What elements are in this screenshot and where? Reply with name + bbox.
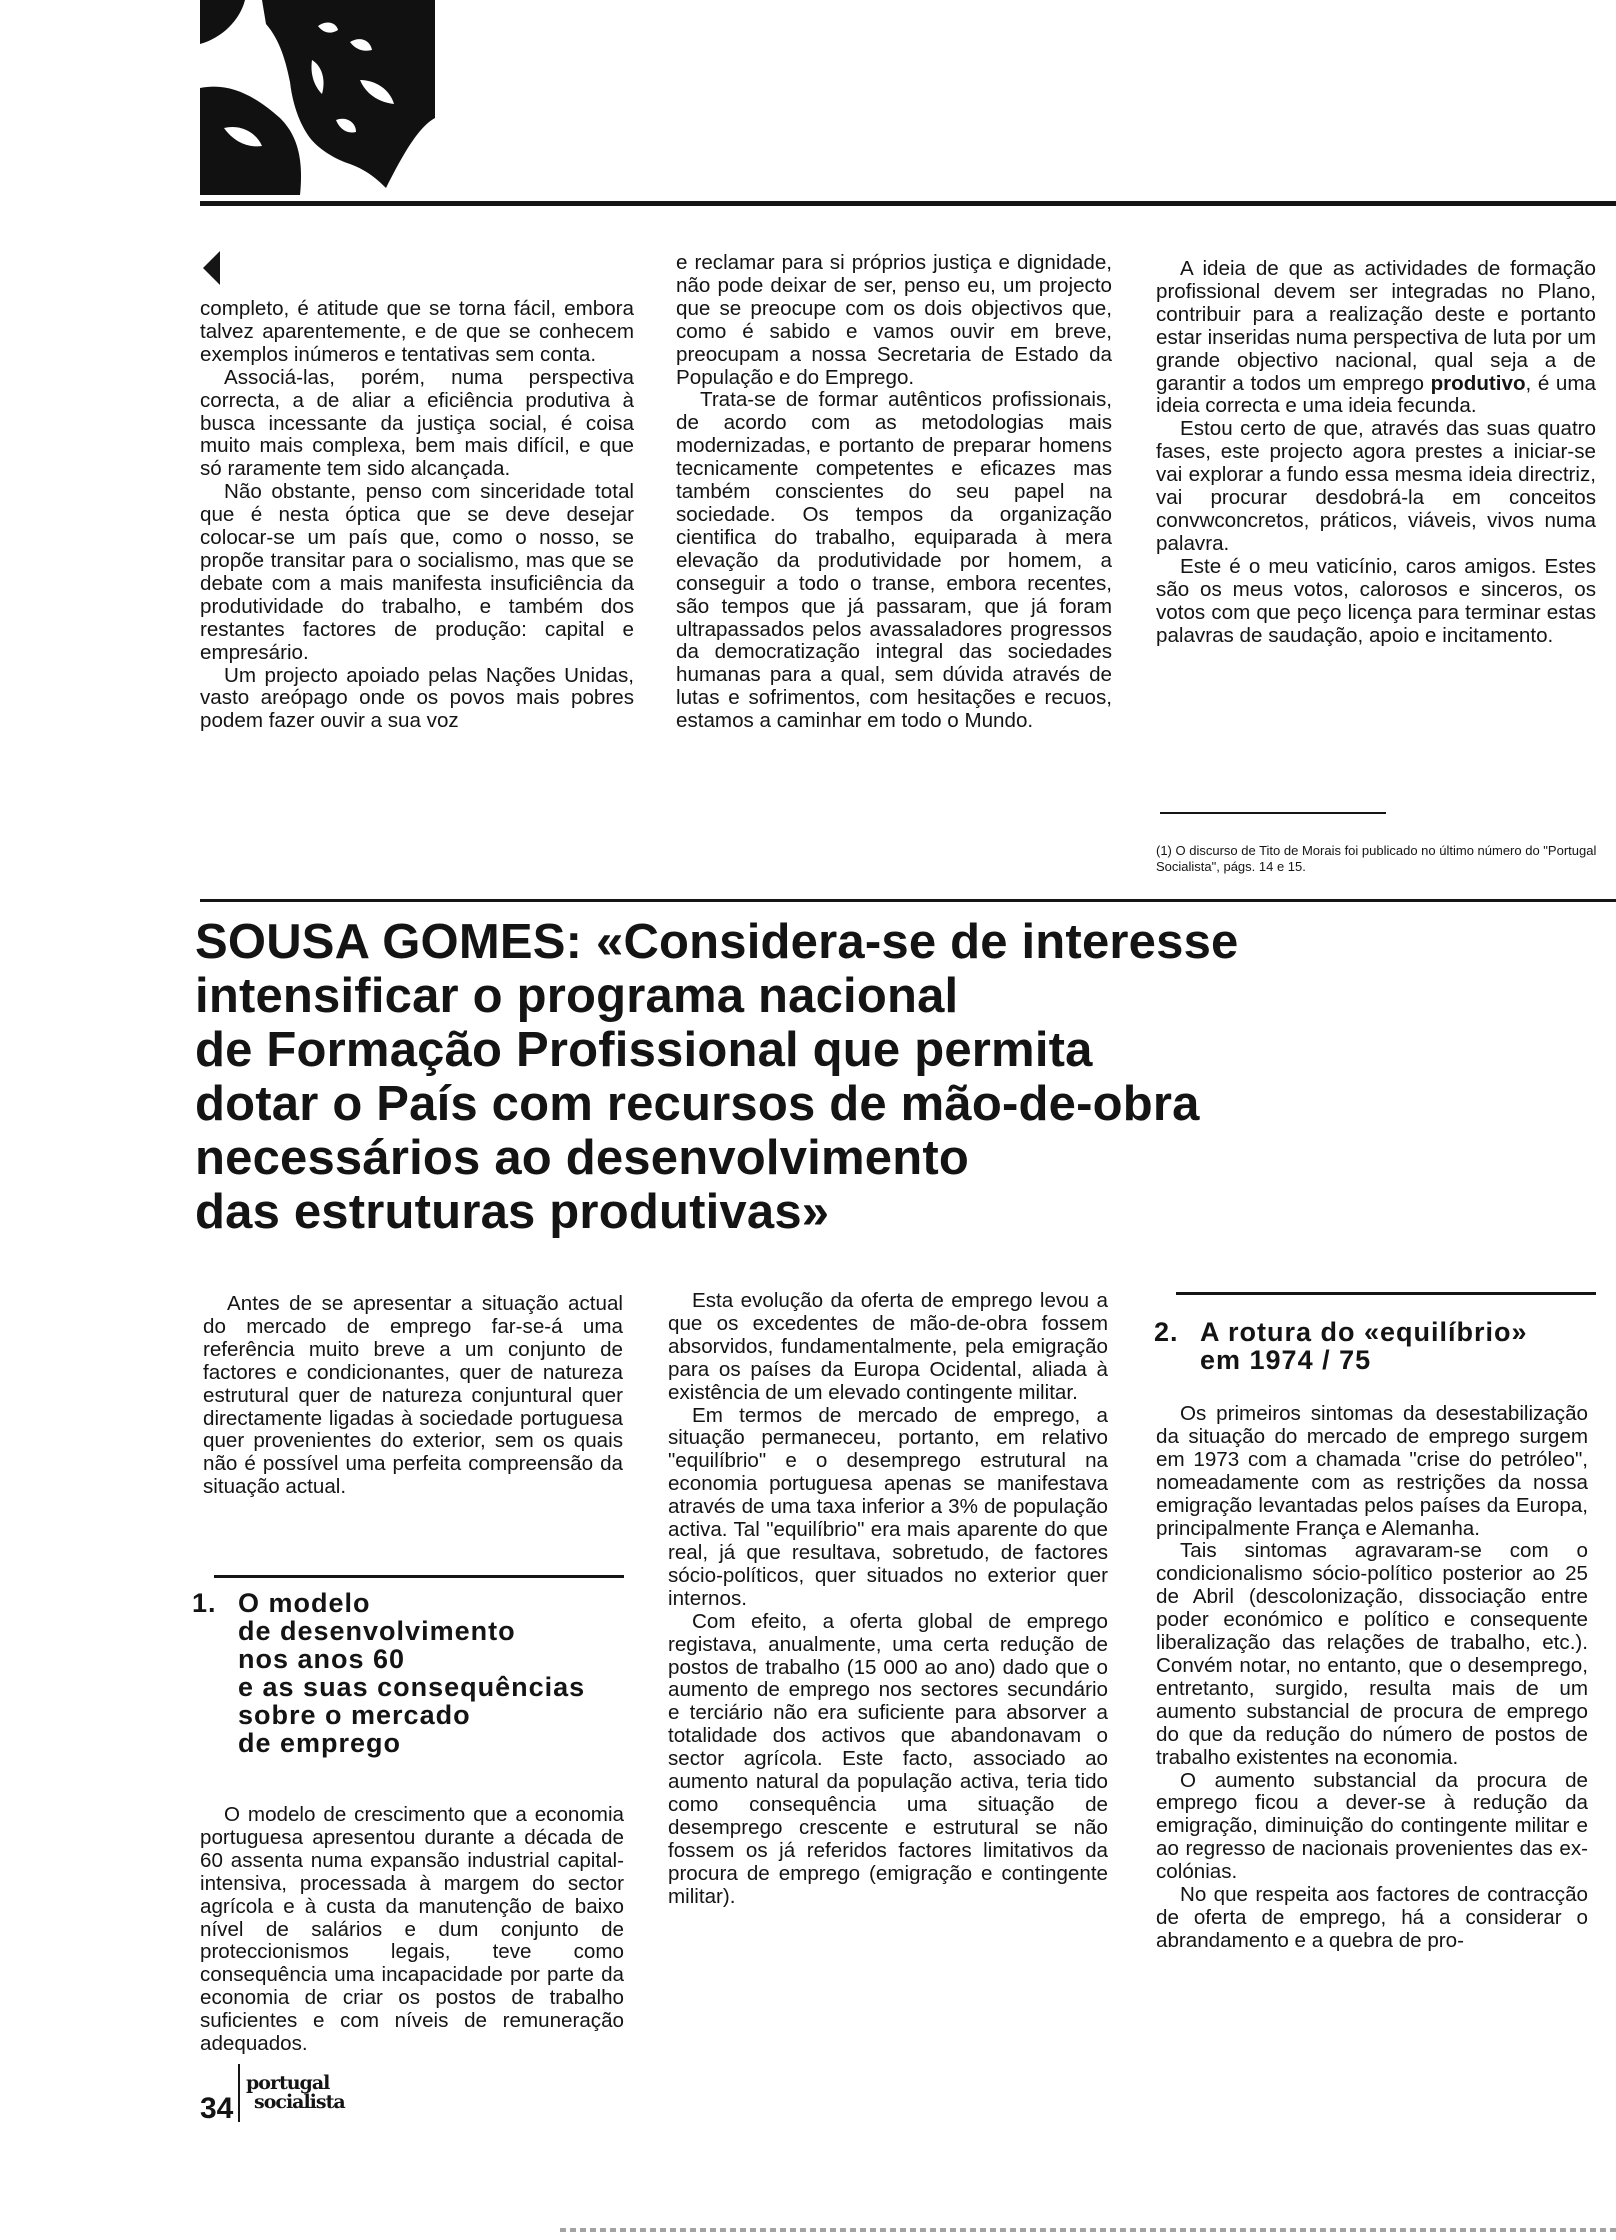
- headline-line: necessários ao desenvolvimento: [195, 1131, 969, 1185]
- section-number: 1.: [192, 1588, 217, 1618]
- section-1-rule: [214, 1575, 624, 1578]
- section-1-heading: [192, 1589, 632, 1759]
- paragraph: Não obstante, penso com sinceridade total que é nesta óptica que se deve desejar colocar-se um país que, como o nosso, se propõe transitar para o socialismo, mas que se debate com a mais manifesta insuficiência da produtividade do trabalho, e também dos restantes factores de produção: capital e empresário.: [200, 480, 634, 664]
- paragraph: e reclamar para si próprios justiça e dignidade, não pode deixar de ser, penso eu, um projecto que se preocupe com os dois objectivos que, como é sabido e vamos ouvir em breve, preocupam a nossa Secretaria de Estado da População e do Emprego.: [676, 251, 1112, 389]
- heading-line: A rotura do «equilíbrio»: [1200, 1317, 1528, 1347]
- paragraph: [1156, 258, 1596, 418]
- heading-line: sobre o mercado: [238, 1700, 471, 1730]
- paragraph: Em termos de mercado de emprego, a situação permaneceu, portanto, em relativo "equilíbrio" e o desemprego estrutural na economia portuguesa apenas se manifestava através de uma taxa inferior a 3% de população activa. Tal "equilíbrio" era mais aparente do que real, já que resultava, sobretudo, de factores sócio-políticos, quer situados no exterior quer internos.: [668, 1403, 1108, 1610]
- headline-line: de Formação Profissional que permita: [195, 1023, 1093, 1077]
- paragraph: Associá-las, porém, numa perspectiva correcta, a de aliar a eficiência produtiva à busca incessante da justiça social, é coisa muito mais complexa, bem mais difícil, e que só raramente tem sido alcançada.: [200, 365, 634, 481]
- logo-line: portugal: [246, 2072, 330, 2094]
- headline-line: dotar o País com recursos de mão-de-obra: [195, 1077, 1200, 1131]
- article-column-2: [668, 1290, 1108, 1908]
- paragraph: Tais sintomas agravaram-se com o condicionalismo sócio-político posterior ao 25 de Abril (descolonização, dissociação entre poder económico e político e consequente liberalização das relações de trabalho, etc.). Convém notar, no entanto, que o desemprego, entretanto, surgido, resulta mais de um aumento substancial de procura de emprego do que da redução do número de postos de trabalho existentes na economia.: [1156, 1539, 1588, 1769]
- top-column-1: [200, 298, 634, 733]
- paragraph: Estou certo de que, através das suas quatro fases, este projecto agora prestes a iniciar-se vai explorar a fundo essa mesma ideia directriz, vai procurar desdobrá-la em conceitos convwconcretos, práticos, viáveis, vivos numa palavra.: [1156, 417, 1596, 555]
- logo-line: socialista: [254, 2091, 345, 2113]
- headline: [195, 915, 1238, 1239]
- paragraph: completo, é atitude que se torna fácil, embora talvez aparentemente, e de que se conhecem exemplos inúmeros e tentativas sem conta.: [200, 297, 634, 366]
- paragraph: Esta evolução da oferta de emprego levou a que os excedentes de mão-de-obra fossem absorvidos, fundamentalmente, pela emigração para os países da Europa Ocidental, aliada à existência de um elevado contingente militar.: [668, 1289, 1108, 1404]
- photo-fragment: [200, 0, 435, 195]
- article-column-1-body: [200, 1804, 624, 2056]
- top-column-2: [676, 252, 1112, 733]
- paragraph: Os primeiros sintomas da desestabilização da situação do mercado de emprego surgem em 1973 com a chamada "crise do petróleo", nomeadamente com as restrições da nossa emigração levantadas pelos países da Europa, principalmente França e Alemanha.: [1156, 1402, 1588, 1540]
- paragraph: No que respeita aos factores de contracção de oferta de emprego, há a considerar o abrandamento e a quebra de pro-: [1156, 1883, 1588, 1952]
- top-rule: [200, 201, 1616, 206]
- article-column-3: [1156, 1403, 1588, 1953]
- section-number: 2.: [1154, 1317, 1179, 1347]
- article-intro: [203, 1293, 623, 1499]
- paragraph: O modelo de crescimento que a economia portuguesa apresentou durante a década de 60 assenta numa expansão industrial capital-intensiva, processada à margem do sector agrícola e à custa da manutenção de baixo nível de salários e dum conjunto de proteccionismos legais, teve como consequência uma incapacidade por parte da economia de criar os postos de trabalho suficientes e com níveis de remuneração adequados.: [200, 1803, 624, 2056]
- paragraph: Um projecto apoiado pelas Nações Unidas, vasto areópago onde os povos mais pobres podem fazer ouvir a sua voz: [200, 663, 634, 733]
- bold-word: produtivo: [1430, 371, 1526, 395]
- page-number: 34: [200, 2092, 234, 2125]
- heading-line: O modelo: [238, 1588, 371, 1618]
- footnote-rule: [1160, 812, 1386, 814]
- heading-line: e as suas consequências: [238, 1672, 586, 1702]
- heading-line: em 1974 / 75: [1200, 1345, 1372, 1375]
- text-run: , é uma ideia correcta e uma ideia fecunda.: [1156, 371, 1596, 418]
- paragraph: Este é o meu vaticínio, caros amigos. Estes são os meus votos, calorosos e sinceros, os votos com que peço licença para terminar estas palavras de saudação, apoio e incitamento.: [1156, 554, 1596, 647]
- paragraph: O aumento substancial da procura de emprego ficou a dever-se à redução da emigração, diminuição do contingente militar e ao regresso de nacionais provenientes das ex-colónias.: [1156, 1768, 1588, 1884]
- section-divider: [200, 899, 1616, 902]
- heading-line: de emprego: [238, 1728, 402, 1758]
- text-run: A ideia de que as actividades de formação profissional devem ser integradas no Plano, contribuir para a realização deste e portanto estar inseridas numa perspectiva de luta por um grande objectivo nacional, qual seja a de garantir a todos um emprego: [1156, 257, 1596, 395]
- headline-line: SOUSA GOMES: «Considera-se de interesse: [195, 915, 1239, 969]
- publication-logo: [246, 2074, 345, 2112]
- section-2-rule: [1176, 1292, 1596, 1295]
- paragraph: Trata-se de formar autênticos profissionais, de acordo com as metodologias mais modernizadas, e portanto de preparar homens tecnicamente competentes e eficazes mas também conscientes do seu papel na sociedade. Os tempos da organização cientifica do trabalho, equiparada à mera elevação da produtividade por homem, a conseguir a todo o transe, embora recentes, são tempos que já passaram, que já foram ultrapassados pelos avassaladores progressos da democratização integral das sociedades humanas para a qual, sem dúvida através de lutas e sofrimentos, com hesitações e recuos, estamos a caminhar em todo o Mundo.: [676, 388, 1112, 733]
- scan-edge: [560, 2228, 1616, 2232]
- footer-divider: [238, 2064, 240, 2122]
- heading-line: de desenvolvimento: [238, 1616, 516, 1646]
- top-column-3: [1156, 258, 1596, 647]
- headline-line: intensificar o programa nacional: [195, 969, 959, 1023]
- headline-line: das estruturas produtivas»: [195, 1185, 830, 1239]
- footnote: (1) O discurso de Tito de Morais foi publicado no último número do "Portugal Socialista", págs. 14 e 15.: [1156, 843, 1597, 874]
- heading-line: nos anos 60: [238, 1644, 406, 1674]
- paragraph: Antes de se apresentar a situação actual do mercado de emprego far-se-á uma referência muito breve a um conjunto de factores e condicionantes, quer de natureza estrutural quer de natureza conjuntural quer directamente ligadas à sociedade portuguesa quer provenientes do exterior, sem os quais não é possível uma perfeita compreensão da situação actual.: [203, 1292, 623, 1499]
- paragraph: Com efeito, a oferta global de emprego registava, anualmente, uma certa redução de postos de trabalho (15 000 ao ano) dado que o aumento de emprego nos sectores secundário e terciário não era suficiente para absorver a totalidade dos activos que abandonavam o sector agrícola. Este facto, associado ao aumento natural da população activa, teria tido como consequência uma situação de desemprego crescente e estrutural se não fossem os já referidos factores limitativos da procura de emprego (emigração e contingente militar).: [668, 1609, 1108, 1908]
- continuation-arrow-icon: [203, 251, 220, 285]
- section-2-heading: [1154, 1318, 1604, 1380]
